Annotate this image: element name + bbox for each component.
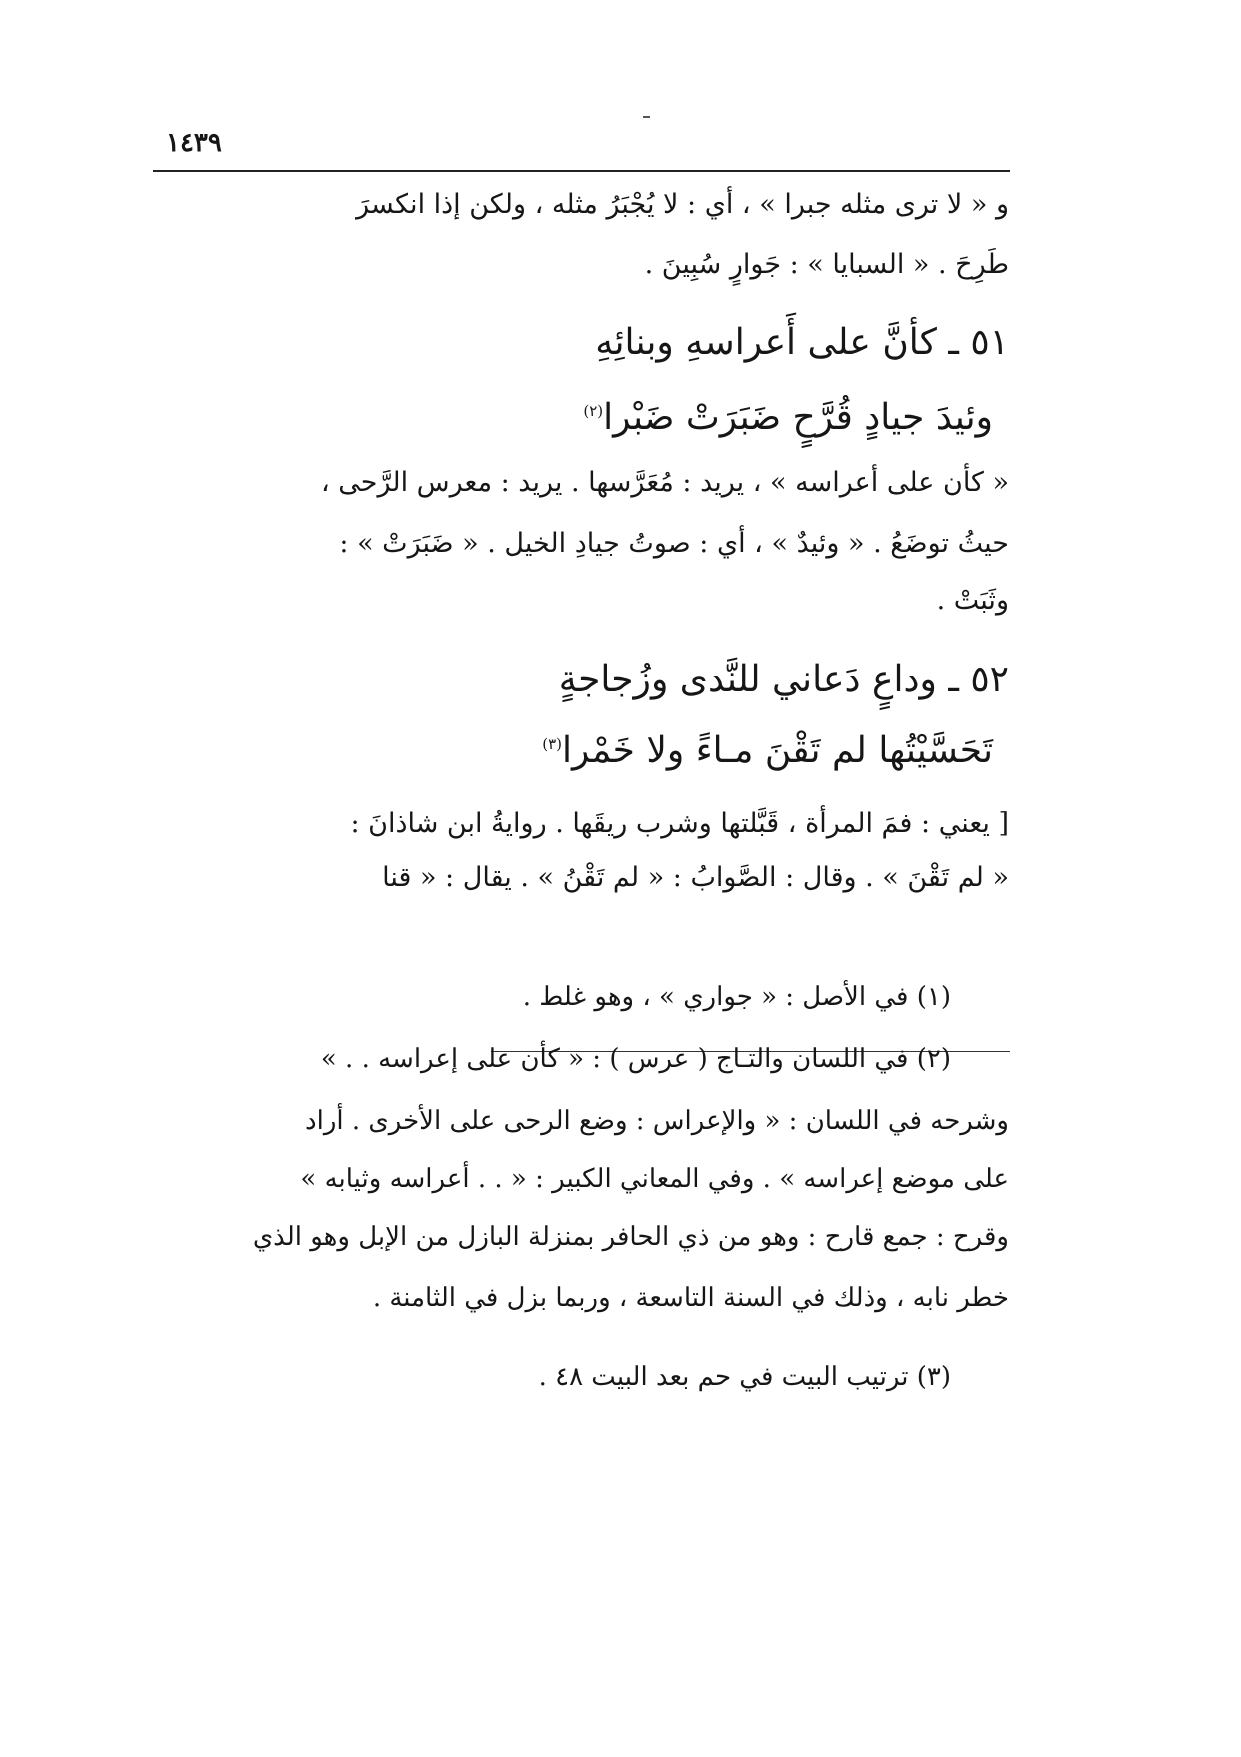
footnote-1: (١) في الأصل : « جواري » ، وهو غلط . [522, 982, 951, 1012]
page-number: ١٤٣٩ [166, 128, 222, 158]
prose-line: [ يعني : فمَ المرأة ، قَبَّلتها وشرب ريقَها . روايةُ ابن شاذانَ : [350, 808, 1009, 839]
footnote-2-line: خطر نابه ، وذلك في السنة التاسعة ، وربما بزل في الثامنة . [372, 1283, 1009, 1313]
verse-51-hemistich-2 [583, 397, 993, 438]
verse-text: تَحَسَّيْتُها لم تَقْنَ مـاءً ولا خَمْرا [561, 730, 993, 771]
prose-line: « لم تَقْنَ » . وقال : الصَّوابُ : « لم تَقْنُ » . يقال : « قنا [382, 862, 1009, 893]
header-rule [153, 170, 1010, 172]
prose-line: و « لا ترى مثله جبرا » ، أي : لا يُجْبَرُ مثله ، ولكن إذا انكسرَ [356, 189, 1009, 220]
footnote-2-line: على موضع إعراسه » . وفي المعاني الكبير : « . . أعراسه وثيابه » [300, 1164, 1009, 1194]
footnote-3: (٣) ترتيب البيت في حم بعد البيت ٤٨ . [538, 1362, 951, 1392]
verse-text: وئيدَ جيادٍ قُرَّحٍ ضَبَرَتْ ضَبْرا [603, 397, 993, 438]
prose-line: « كأن على أعراسه » ، يريد : مُعَرَّسها . يريد : معرس الرَّحى ، [320, 467, 1009, 498]
verse-51-hemistich-1: ٥١ ـ كأنَّ على أَعراسهِ وبنائِهِ [595, 322, 1009, 363]
footnote-2-line: وشرحه في اللسان : « والإعراس : وضع الرحى على الأخرى . أراد [305, 1106, 1009, 1136]
print-speck [643, 116, 650, 118]
prose-line: طَرِحَ . « السبايا » : جَوارٍ سُبِينَ . [644, 249, 1009, 280]
verse-52-hemistich-2 [542, 730, 993, 771]
verse-52-hemistich-1: ٥٢ ـ وداعٍ دَعاني للنَّدى وزُجاجةٍ [558, 659, 1009, 700]
footnote-2-line: وقرح : جمع قارح : وهو من ذي الحافر بمنزلة البازل من الإبل وهو الذي [252, 1222, 1009, 1252]
footnote-2-line: (٢) في اللسان والتـاج ( عرس ) : « كأن على إعراسه . . » [320, 1044, 951, 1074]
footnote-marker: (٣) [542, 735, 562, 753]
prose-line: حيثُ توضَعُ . « وئيدٌ » ، أي : صوتُ جيادِ الخيل . « ضَبَرَتْ » : [339, 528, 1009, 559]
footnote-marker: (٢) [583, 402, 604, 420]
prose-line: وثَبَتْ . [936, 585, 1009, 616]
